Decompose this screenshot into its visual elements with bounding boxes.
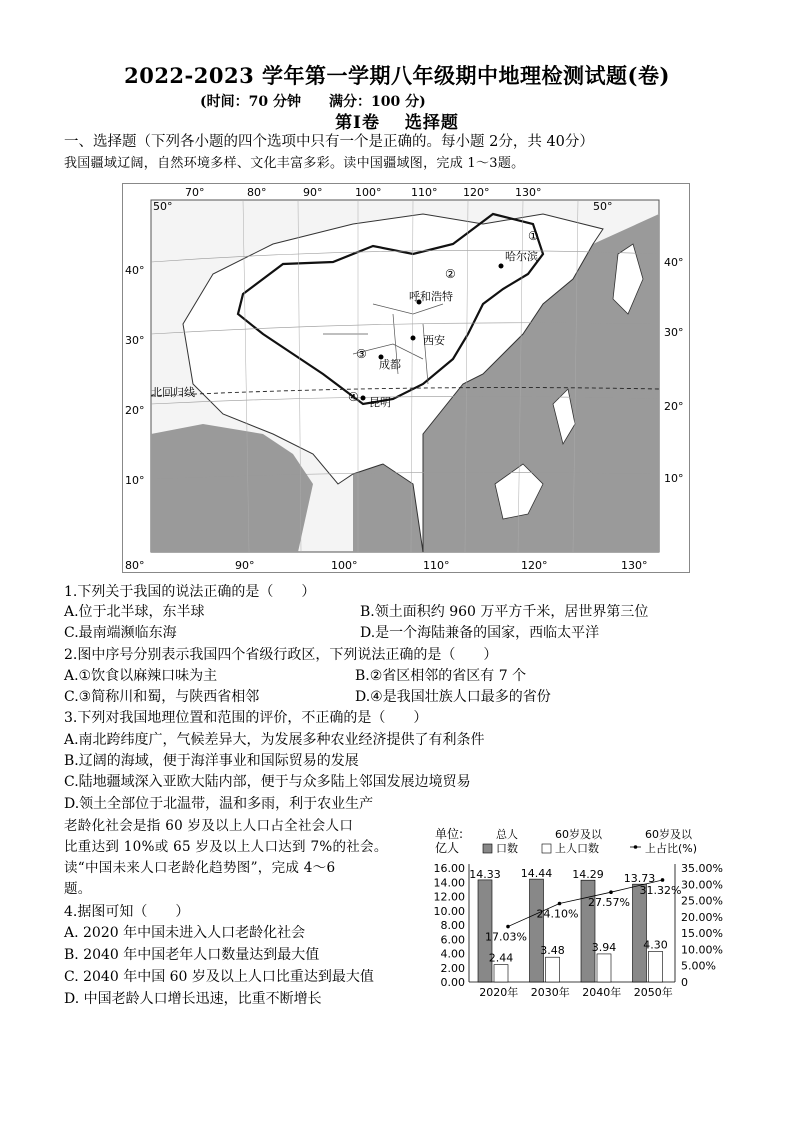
- bar-elderly-2050年: [649, 951, 663, 982]
- ratio-label-2030年: 24.10%: [536, 907, 579, 921]
- right-tick-label: 35.00%: [681, 862, 723, 875]
- label-elderly-2050年: 4.30: [643, 938, 668, 952]
- map-lon-bottom-2: 100°: [331, 559, 358, 572]
- ratio-label-2050年: 31.32%: [639, 883, 682, 897]
- map-lon-bottom-3: 110°: [423, 559, 450, 572]
- left-tick-label: 12.00: [433, 890, 465, 904]
- map-lat-left-4: 10°: [125, 474, 145, 487]
- left-tick-label: 2.00: [440, 961, 465, 975]
- map-city-chengdu: 成都: [379, 358, 401, 371]
- right-tick-label: 15.00%: [681, 927, 723, 941]
- map-marker-1: ①: [528, 229, 539, 243]
- map-canvas: [123, 184, 689, 572]
- china-territory-map: [122, 183, 690, 573]
- map-lon-bottom-5: 130°: [621, 559, 648, 572]
- x-tick-2020年: 2020年: [479, 986, 519, 999]
- q2-option-a: A.①饮食以麻辣口味为主: [64, 668, 218, 684]
- q4-option-a: A. 2020 年中国未进入人口老龄化社会: [64, 925, 306, 941]
- q3-stem: 3.下列对我国地理位置和范围的评价，不正确的是（ ）: [64, 710, 428, 726]
- q3-option-d: D.领土全部位于北温带，温和多雨，利于农业生产: [64, 796, 374, 812]
- ratio-point-2040年: [609, 890, 613, 894]
- bar-total-2050年: [633, 884, 647, 982]
- q1-stem: 1.下列关于我国的说法正确的是（ ）: [64, 584, 316, 600]
- map-city-kunming: 昆明: [369, 396, 391, 409]
- right-tick-label: 0: [681, 976, 688, 989]
- left-tick-label: 16.00: [433, 862, 465, 875]
- aging-trend-chart: [425, 826, 755, 1002]
- exam-title: 2022-2023 学年第一学期八年级期中地理检测试题(卷): [124, 63, 670, 88]
- left-tick-label: 0.00: [440, 976, 465, 989]
- bar-total-2030年: [530, 879, 544, 982]
- map-lon-bottom-0: 80°: [125, 559, 145, 572]
- map-marker-2: ②: [445, 267, 456, 281]
- part1-intro: 我国疆域辽阔，自然环境多样、文化丰富多彩。读中国疆域图，完成 1～3题。: [64, 156, 525, 171]
- map-city-hohhot: 呼和浩特: [409, 290, 453, 303]
- label-total-2050年: 13.73: [623, 872, 656, 886]
- map-city-xian: 西安: [423, 334, 445, 347]
- label-total-2030年: 14.44: [520, 867, 553, 881]
- ratio-point-2030年: [558, 902, 562, 906]
- right-tick-label: 20.00%: [681, 910, 723, 924]
- ratio-point-2050年: [661, 878, 665, 882]
- legend-ratio-line-1: 60岁及以: [645, 828, 692, 841]
- q1-option-d: D.是一个海陆兼备的国家，西临太平洋: [360, 625, 600, 641]
- map-lat-left-3: 20°: [125, 404, 145, 417]
- map-lon-top-3: 100°: [355, 186, 382, 199]
- map-lat-right-2: 30°: [664, 326, 684, 339]
- label-total-2040年: 14.29: [572, 868, 604, 882]
- section-heading: 第Ⅰ卷 选择题: [335, 113, 459, 133]
- map-lon-top-6: 130°: [515, 186, 542, 199]
- label-elderly-2020年: 2.44: [488, 951, 514, 965]
- map-lat-right-1: 40°: [664, 256, 684, 269]
- legend-ratio-line-2: 上占比(%): [645, 842, 698, 855]
- legend-elderly-line-1: 60岁及以: [555, 828, 602, 841]
- legend-ratio-dot: [634, 845, 638, 849]
- part2-intro-line-3: 读“中国未来人口老龄化趋势图”，完成 4～6: [64, 860, 336, 876]
- right-tick-label: 10.00%: [681, 943, 723, 957]
- legend-total-line-1: 总人: [496, 828, 518, 841]
- q3-option-a: A.南北跨纬度广，气候差异大，为发展多种农业经济提供了有利条件: [64, 732, 485, 748]
- bar-elderly-2040年: [597, 954, 611, 982]
- x-tick-2030年: 2030年: [530, 986, 570, 999]
- q4-stem: 4.据图可知（ ）: [64, 904, 190, 920]
- q2-option-c: C.③简称川和蜀，与陕西省相邻: [64, 689, 260, 705]
- map-marker-4: ④: [348, 390, 359, 404]
- q2-option-d: D.④是我国壮族人口最多的省份: [355, 689, 551, 705]
- legend-total-swatch: [483, 844, 492, 853]
- map-city-harbin: 哈尔滨: [505, 250, 538, 263]
- right-tick-label: 30.00%: [681, 878, 723, 892]
- part2-intro-line-1: 老龄化社会是指 60 岁及以上人口占全社会人口: [64, 818, 354, 834]
- left-tick-label: 8.00: [440, 919, 465, 932]
- legend-elderly-swatch: [542, 844, 551, 853]
- bar-elderly-2020年: [494, 965, 508, 982]
- x-tick-2040年: 2040年: [582, 986, 622, 999]
- right-tick-label: 5.00%: [681, 959, 716, 973]
- map-lon-top-2: 90°: [303, 186, 323, 199]
- label-elderly-2030年: 3.48: [540, 944, 565, 958]
- q1-option-a: A.位于北半球，东半球: [64, 604, 205, 620]
- q4-option-d: D. 中国老龄人口增长迅速，比重不断增长: [64, 991, 322, 1007]
- map-lon-top-0: 70°: [185, 186, 205, 199]
- label-total-2020年: 14.33: [469, 867, 501, 881]
- q3-option-c: C.陆地疆域深入亚欧大陆内部，便于与众多陆上邻国发展边境贸易: [64, 774, 471, 790]
- legend-total-line-2: 口数: [496, 842, 518, 855]
- map-marker-3: ③: [356, 347, 367, 361]
- ratio-label-2020年: 17.03%: [485, 930, 527, 944]
- right-tick-label: 25.00%: [681, 894, 723, 908]
- q4-option-c: C. 2040 年中国 60 岁及以上人口比重达到最大值: [64, 969, 374, 985]
- bar-elderly-2030年: [546, 957, 560, 982]
- left-tick-label: 10.00: [433, 904, 465, 918]
- x-tick-2050年: 2050年: [633, 986, 673, 999]
- chart-unit-line-2: 亿人: [435, 841, 460, 855]
- map-lat-left-0: 50°: [153, 200, 173, 213]
- ratio-label-2040年: 27.57%: [588, 896, 630, 910]
- map-lon-bottom-4: 120°: [521, 559, 548, 572]
- left-tick-label: 6.00: [440, 933, 465, 947]
- label-elderly-2040年: 3.94: [591, 940, 617, 954]
- ratio-point-2020年: [506, 925, 510, 929]
- map-lon-top-1: 80°: [247, 186, 267, 199]
- part1-instruction: 一、选择题（下列各小题的四个选项中只有一个是正确的。每小题 2分，共 40分）: [64, 134, 594, 150]
- q4-option-b: B. 2040 年中国老年人口数量达到最大值: [64, 947, 320, 963]
- aging-trend-chart-svg: [425, 826, 755, 1002]
- map-lat-right-0: 50°: [593, 200, 613, 213]
- q3-option-b: B.辽阔的海域，便于海洋事业和国际贸易的发展: [64, 753, 359, 769]
- exam-duration-score: (时间：70 分钟 满分：100 分): [200, 94, 426, 110]
- q1-option-b: B.领土面积约 960 万平方千米，居世界第三位: [360, 604, 649, 620]
- map-lon-top-4: 110°: [411, 186, 438, 199]
- map-tropic-label: 北回归线: [151, 386, 195, 399]
- map-lat-right-3: 20°: [664, 400, 684, 413]
- part2-intro-line-4: 题。: [64, 881, 92, 897]
- legend-elderly-line-2: 上人口数: [555, 842, 599, 855]
- map-lat-right-4: 10°: [664, 472, 684, 485]
- left-tick-label: 14.00: [433, 876, 465, 890]
- chart-unit-line-1: 单位:: [435, 827, 464, 841]
- map-lat-left-2: 30°: [125, 334, 145, 347]
- left-tick-label: 4.00: [440, 947, 465, 961]
- q2-stem: 2.图中序号分别表示我国四个省级行政区，下列说法正确的是（ ）: [64, 647, 498, 663]
- map-lat-left-1: 40°: [125, 264, 145, 277]
- part2-intro-line-2: 比重达到 10%或 65 岁及以上人口达到 7%的社会。: [64, 839, 388, 855]
- q1-option-c: C.最南端濒临东海: [64, 625, 177, 641]
- map-lon-bottom-1: 90°: [235, 559, 255, 572]
- q2-option-b: B.②省区相邻的省区有 7 个: [355, 668, 527, 684]
- map-lon-top-5: 120°: [463, 186, 490, 199]
